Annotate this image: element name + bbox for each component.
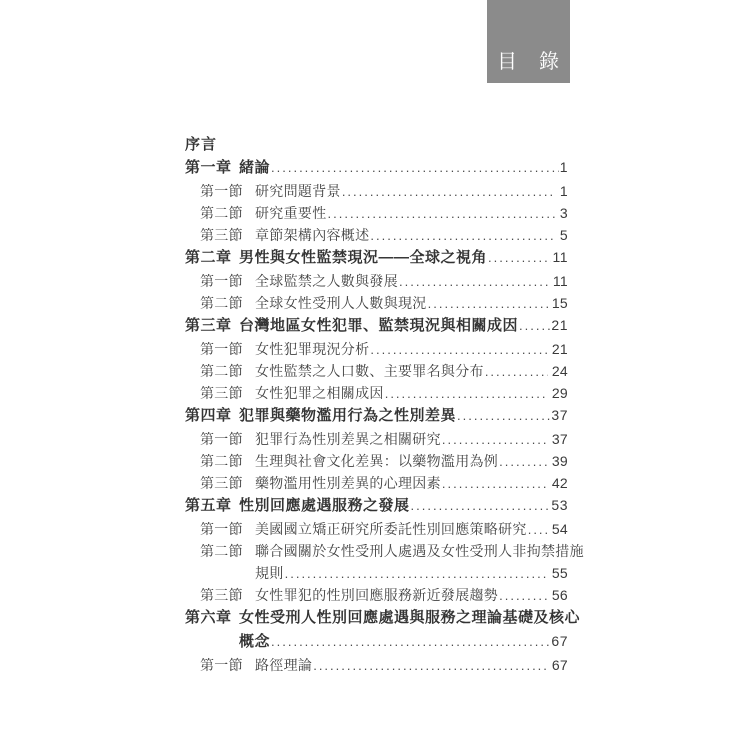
preface-heading: 序言 (185, 136, 218, 153)
toc-section-title: 女性犯罪現況分析 (255, 341, 370, 357)
toc-list (185, 159, 584, 673)
toc-section-title: 犯罪行為性別差異之相關研究 (255, 431, 441, 447)
toc-section-title: 女性罪犯的性別回應服務新近發展趨勢 (255, 587, 499, 603)
toc-chapter-title: 台灣地區女性犯罪、監禁現況與相關成因 (239, 317, 519, 334)
toc-section-title: 研究問題背景 (255, 183, 341, 199)
toc-section-entry (185, 228, 568, 242)
toc-chapter-entry (185, 609, 581, 626)
toc-chapter-title: 性別回應處遇服務之發展 (239, 497, 410, 514)
toc-page-number: 3 (559, 205, 568, 221)
toc-page-number: 42 (551, 475, 568, 491)
toc-section-entry (185, 476, 568, 490)
toc-section-number: 第二節 (200, 453, 243, 469)
toc-section-entry (185, 342, 568, 356)
toc-section-entry-continued (185, 566, 568, 580)
toc-corner-tab (487, 0, 570, 83)
toc-section-entry (185, 386, 568, 400)
toc-section-entry (185, 184, 568, 198)
toc-page-number: 37 (551, 407, 568, 423)
leader-dots (399, 275, 549, 288)
leader-dots (342, 185, 556, 198)
toc-section-entry (185, 522, 568, 536)
leader-dots (442, 433, 548, 446)
toc-section-number: 第三節 (200, 385, 243, 401)
toc-section-title: 路徑理論 (255, 657, 313, 673)
toc-chapter-number: 第二章 (185, 249, 232, 266)
toc-section-number: 第三節 (200, 587, 243, 603)
leader-dots (411, 499, 551, 512)
toc-page-number: 54 (551, 521, 568, 537)
toc-section-number: 第一節 (200, 183, 243, 199)
toc-section-number: 第一節 (200, 521, 243, 537)
leader-dots (519, 319, 550, 332)
toc-page-number: 15 (551, 295, 568, 311)
toc-section-entry (185, 432, 568, 446)
toc-chapter-entry (185, 250, 568, 265)
toc-section-title-wrap: 規則 (255, 565, 284, 581)
toc-page-number: 29 (551, 385, 568, 401)
toc-chapter-number: 第三章 (185, 317, 232, 334)
toc-section-title: 生理與社會文化差異：以藥物濫用為例 (255, 453, 499, 469)
toc-page-number: 24 (551, 363, 568, 379)
toc-page-number: 1 (559, 159, 568, 175)
toc-section-title: 聯合國關於女性受刑人處遇及女性受刑人非拘禁措施 (255, 543, 584, 559)
toc-section-title: 美國國立矯正研究所委託性別回應策略研究 (255, 521, 527, 537)
toc-page-number: 56 (551, 587, 568, 603)
toc-section-entry (185, 206, 568, 220)
toc-section-title: 藥物濫用性別差異的心理因素 (255, 475, 441, 491)
toc-page-number: 53 (551, 497, 568, 513)
table-of-contents (185, 136, 584, 680)
leader-dots (328, 207, 556, 220)
toc-chapter-entry-continued (185, 634, 568, 649)
toc-chapter-number: 第一章 (185, 159, 232, 176)
leader-dots (485, 365, 548, 378)
toc-page-number: 11 (552, 249, 568, 265)
toc-section-title: 章節架構內容概述 (255, 227, 370, 243)
toc-section-number: 第一節 (200, 273, 243, 289)
toc-chapter-title: 男性與女性監禁現況——全球之視角 (239, 249, 488, 266)
toc-page-number: 1 (559, 183, 568, 199)
toc-chapter-number: 第六章 (185, 609, 232, 626)
leader-dots (488, 251, 551, 264)
toc-section-number: 第三節 (200, 227, 243, 243)
toc-section-entry (185, 364, 568, 378)
toc-chapter-entry (185, 318, 568, 333)
toc-page-number: 5 (559, 227, 568, 243)
toc-chapter-title: 緒論 (239, 159, 271, 176)
toc-section-title: 女性犯罪之相關成因 (255, 385, 384, 401)
leader-dots (370, 229, 556, 242)
toc-chapter-title: 女性受刑人性別回應處遇與服務之理論基礎及核心 (239, 609, 581, 626)
toc-chapter-entry (185, 408, 568, 423)
toc-section-title: 女性監禁之人口數、主要罪名與分布 (255, 363, 484, 379)
toc-section-entry (185, 658, 568, 672)
toc-section-number: 第一節 (200, 657, 243, 673)
leader-dots (271, 635, 550, 648)
toc-chapter-number: 第四章 (185, 407, 232, 424)
toc-chapter-entry (185, 160, 568, 175)
leader-dots (428, 297, 548, 310)
leader-dots (385, 387, 548, 400)
leader-dots (271, 161, 559, 174)
toc-chapter-entry (185, 498, 568, 513)
toc-section-number: 第二節 (200, 295, 243, 311)
toc-section-number: 第二節 (200, 363, 243, 379)
toc-section-entry (185, 296, 568, 310)
leader-dots (370, 343, 547, 356)
toc-section-entry (185, 454, 568, 468)
toc-section-number: 第二節 (200, 205, 243, 221)
leader-dots (499, 589, 548, 602)
toc-page-number: 11 (552, 273, 568, 289)
toc-chapter-number: 第五章 (185, 497, 232, 514)
leader-dots (313, 659, 548, 672)
toc-page-number: 55 (551, 565, 568, 581)
toc-section-entry (185, 588, 568, 602)
toc-page-number: 21 (551, 341, 568, 357)
toc-page-number: 21 (551, 317, 568, 333)
toc-section-number: 第二節 (200, 543, 243, 559)
leader-dots (457, 409, 550, 422)
toc-chapter-title: 犯罪與藥物濫用行為之性別差異 (239, 407, 457, 424)
toc-section-number: 第三節 (200, 475, 243, 491)
leader-dots (285, 567, 548, 580)
toc-section-title: 研究重要性 (255, 205, 327, 221)
leader-dots (528, 523, 548, 536)
toc-page-number: 67 (551, 633, 568, 649)
toc-page-number: 67 (551, 657, 568, 673)
toc-section-number: 第一節 (200, 341, 243, 357)
toc-section-entry (185, 274, 568, 288)
toc-section-title: 全球監禁之人數與發展 (255, 273, 398, 289)
toc-page-number: 39 (551, 453, 568, 469)
toc-section-entry (185, 543, 584, 559)
leader-dots (442, 477, 548, 490)
toc-chapter-title-wrap: 概念 (239, 633, 271, 650)
toc-section-title: 全球女性受刑人人數與現況 (255, 295, 427, 311)
toc-section-number: 第一節 (200, 431, 243, 447)
leader-dots (499, 455, 548, 468)
toc-page-number: 37 (551, 431, 568, 447)
toc-corner-tab-label: 目 錄 (497, 51, 560, 73)
